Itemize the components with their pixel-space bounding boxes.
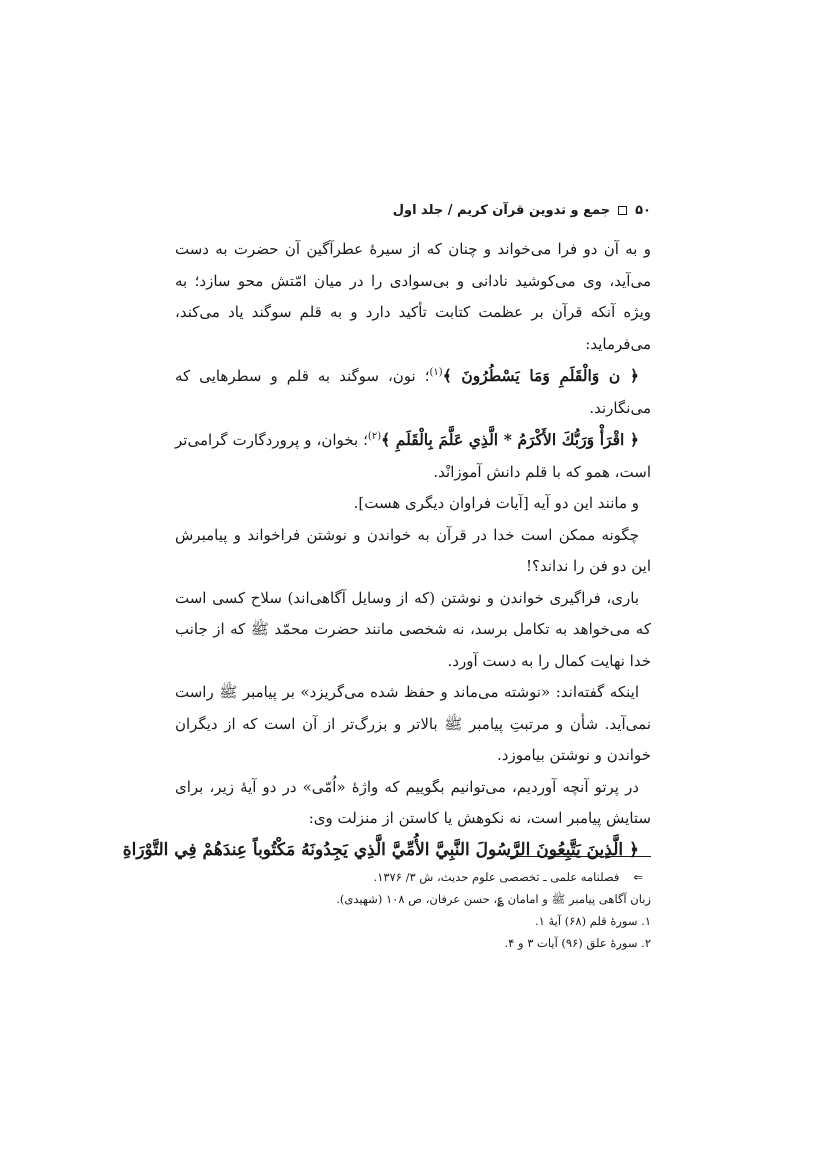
- paragraph-6: در پرتو آنچه آوردیم، می‌توانیم بگوییم که واژهٔ «اُمّی» در دو آیهٔ زیر، برای ستایش پیامبر است، نه نکوهش یا کاستن از منزلت وی:: [175, 777, 651, 827]
- verse-alaq: [175, 424, 651, 488]
- quran-verse-arabic: ﴿ اقْرَأْ وَرَبُّكَ الأَكْرَمُ * الَّذِي عَلَّمَ بِالْقَلَمِ ﴾: [381, 430, 640, 449]
- paragraph-2: و مانند این دو آیه [آیات فراوان دیگری هست].: [353, 494, 639, 512]
- square-ornament-icon: [618, 206, 627, 215]
- double-arrow-icon: ⇐: [633, 870, 643, 884]
- quran-verse-araf: ﴿ الَّذِينَ يَتَّبِعُونَ الرَّسُولَ النَّبِيَّ الأُمِّيَّ الَّذِي يَجِدُونَهُ مَكْتُوباً عِندَهُمْ فِي التَّوْرَاةِ: [122, 839, 639, 860]
- footnote-2: ۲. سورهٔ علق (۹۶) آیات ۳ و ۴.: [504, 936, 651, 950]
- paragraph-3: چگونه ممکن است خدا در قرآن به خواندن و نوشتن فراخواند و پیامبرش این دو فن را نداند؟!: [175, 525, 651, 575]
- footnote-ref-1: (۱): [429, 367, 443, 378]
- footnote-source: [175, 866, 651, 888]
- body-text: [122, 234, 651, 866]
- paragraph-1: و به آن دو فرا می‌خواند و چنان که از سیرهٔ عطرآگین آن حضرت به دست می‌آید، وی می‌کوشید نادانی و بی‌سوادی را در میان امّتش محو سازد؛ به ویژه آنکه قرآن بر عظمت کتابت تأکید دارد و به قلم سوگند یاد می‌کند، می‌فرماید:: [175, 240, 651, 353]
- paragraph-5: اینکه گفته‌اند: «نوشته می‌ماند و حفظ شده می‌گریزد» بر پیامبر ﷺ راست نمی‌آید. شأن و مرتبتِ پیامبر ﷺ بالاتر و بزرگ‌تر از آن است که از دیگران خواندن و نوشتن بیاموزد.: [175, 683, 651, 764]
- footnote-divider: [507, 856, 651, 857]
- verse-translation: ؛ نون، سوگند به قلم و سطرهایی که می‌نگارند.: [175, 367, 651, 417]
- verse-translation: ؛ بخوان، و پروردگارت گرامی‌تر است، همو که با قلم دانش آموزانْد.: [175, 431, 651, 481]
- running-header: [175, 198, 651, 222]
- footnote-ref-2: (۲): [367, 431, 382, 442]
- page-number: ۵۰: [635, 202, 651, 218]
- paragraph-4: باری، فراگیری خواندن و نوشتن (که از وسایل آگاهی‌اند) سلاح کسی است که می‌خواهد به تکامل برسد، نه شخصی مانند حضرت محمّد ﷺ که از جانب خدا نهایت کمال را به دست آورد.: [175, 588, 651, 670]
- footnote-1: ۱. سورهٔ قلم (۶۸) آیهٔ ۱.: [535, 914, 651, 928]
- footnotes: [175, 866, 651, 954]
- footnote-source-line-2: زبان آگاهی پیامبر ﷺ و امامان ؏، حسن عرفان، ص ۱۰۸ (شهیدی).: [336, 892, 651, 906]
- verse-qalam: [175, 360, 651, 424]
- footnote-source-line-1: فصلنامه علمی ـ تخصصی علوم حدیث، ش ۳/ ۱۳۷۶.: [373, 870, 620, 884]
- running-title: جمع و تدوین قرآن کریم / جلد اول: [392, 202, 611, 218]
- quran-verse-arabic: ﴿ ن وَالْقَلَمِ وَمَا يَسْطُرُونَ ﴾: [442, 366, 639, 385]
